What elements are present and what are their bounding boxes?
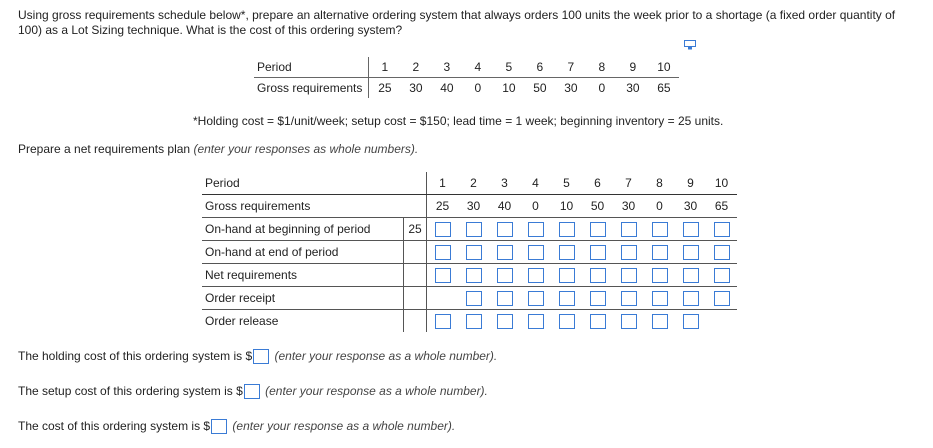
plan-onhand-begin-label: On-hand at beginning of period: [202, 218, 404, 241]
cost-note: *Holding cost = $1/unit/week; setup cost = $150; lead time = 1 week; beginning inventory = 25 units.: [193, 114, 724, 128]
plan-gross-value: 50: [582, 195, 613, 218]
onhand-end-input[interactable]: [497, 245, 513, 260]
release-input[interactable]: [621, 314, 637, 329]
schedule-gross-value: 30: [626, 81, 640, 95]
schedule-gross-value: 0: [598, 81, 606, 95]
schedule-period: 2: [400, 57, 431, 78]
release-input[interactable]: [497, 314, 513, 329]
onhand-begin-input[interactable]: [652, 222, 668, 237]
net-req-input[interactable]: [528, 268, 544, 283]
onhand-begin-input[interactable]: [497, 222, 513, 237]
net-req-input[interactable]: [621, 268, 637, 283]
plan-onhand-end-label: On-hand at end of period: [202, 241, 404, 264]
total-cost-input[interactable]: [211, 419, 227, 434]
receipt-input[interactable]: [528, 291, 544, 306]
onhand-end-input[interactable]: [683, 245, 699, 260]
plan-period: 8: [644, 172, 675, 195]
onhand-end-input[interactable]: [621, 245, 637, 260]
plan-gross-value: 30: [613, 195, 644, 218]
plan-gross-value: 30: [458, 195, 489, 218]
schedule-period: 4: [462, 57, 493, 78]
release-input[interactable]: [559, 314, 575, 329]
copy-icon[interactable]: [684, 40, 696, 50]
schedule-period: 8: [586, 57, 617, 78]
net-req-input[interactable]: [435, 268, 451, 283]
onhand-begin-input[interactable]: [466, 222, 482, 237]
plan-period: 1: [427, 172, 459, 195]
plan-period: 6: [582, 172, 613, 195]
plan-receipt-label: Order receipt: [202, 287, 404, 310]
plan-period: 9: [675, 172, 706, 195]
receipt-input[interactable]: [497, 291, 513, 306]
total-cost-hint: (enter your response as a whole number).: [232, 419, 456, 433]
plan-gross-label: Gross requirements: [202, 195, 404, 218]
onhand-end-input[interactable]: [559, 245, 575, 260]
schedule-period-label: Period: [254, 57, 369, 78]
onhand-end-input[interactable]: [435, 245, 451, 260]
net-requirements-plan: [202, 172, 737, 332]
schedule-gross-label: Gross requirements: [254, 78, 369, 99]
schedule-gross-value: 30: [564, 81, 578, 95]
plan-period: 2: [458, 172, 489, 195]
setup-cost-line: [18, 384, 488, 399]
plan-period: 3: [489, 172, 520, 195]
schedule-period: 10: [648, 57, 679, 78]
prep-text: Prepare a net requirements plan: [18, 142, 191, 156]
onhand-end-input[interactable]: [528, 245, 544, 260]
plan-gross-value: 0: [644, 195, 675, 218]
holding-cost-input[interactable]: [253, 349, 269, 364]
schedule-period: 1: [369, 57, 401, 78]
release-input[interactable]: [435, 314, 451, 329]
plan-gross-value: 65: [706, 195, 737, 218]
receipt-input[interactable]: [590, 291, 606, 306]
onhand-end-input[interactable]: [714, 245, 730, 260]
question-text: Using gross requirements schedule below*, prepare an alternative ordering system that always orders 100 units the week prior to a shortage (a fixed order quantity of 100) as a Lot Sizing technique. What is the cost of this ordering system?: [18, 8, 896, 37]
prep-instruction: [18, 142, 418, 156]
onhand-end-input[interactable]: [466, 245, 482, 260]
plan-net-label: Net requirements: [202, 264, 404, 287]
net-req-input[interactable]: [497, 268, 513, 283]
setup-cost-hint: (enter your response as a whole number).: [265, 384, 488, 398]
gross-requirements-schedule: [254, 57, 679, 98]
plan-gross-value: 30: [675, 195, 706, 218]
receipt-input[interactable]: [652, 291, 668, 306]
plan-release-label: Order release: [205, 314, 279, 328]
plan-period-label: Period: [202, 172, 404, 195]
release-input[interactable]: [683, 314, 699, 329]
receipt-input[interactable]: [621, 291, 637, 306]
onhand-end-input[interactable]: [652, 245, 668, 260]
plan-period: 10: [706, 172, 737, 195]
schedule-period: 9: [617, 57, 648, 78]
release-input[interactable]: [528, 314, 544, 329]
onhand-begin-input[interactable]: [714, 222, 730, 237]
holding-cost-prefix: The holding cost of this ordering system is $: [18, 349, 253, 363]
total-cost-line: [18, 419, 455, 434]
plan-gross-value: 25: [427, 195, 459, 218]
plan-period: 5: [551, 172, 582, 195]
schedule-period: 5: [493, 57, 524, 78]
schedule-gross-value: 40: [440, 81, 454, 95]
schedule-gross-value: 50: [533, 81, 547, 95]
net-req-input[interactable]: [652, 268, 668, 283]
net-req-input[interactable]: [590, 268, 606, 283]
net-req-input[interactable]: [683, 268, 699, 283]
schedule-gross-value: 30: [409, 81, 423, 95]
plan-initial-onhand: 25: [404, 218, 427, 241]
plan-gross-value: 40: [489, 195, 520, 218]
net-req-input[interactable]: [466, 268, 482, 283]
receipt-input[interactable]: [683, 291, 699, 306]
schedule-period: 3: [431, 57, 462, 78]
release-input[interactable]: [466, 314, 482, 329]
onhand-begin-input[interactable]: [683, 222, 699, 237]
schedule-gross-value: 65: [657, 81, 671, 95]
schedule-period: 6: [524, 57, 555, 78]
schedule-period: 7: [555, 57, 586, 78]
net-req-input[interactable]: [559, 268, 575, 283]
total-cost-prefix: The cost of this ordering system is $: [18, 419, 211, 433]
plan-period: 4: [520, 172, 551, 195]
onhand-begin-input[interactable]: [590, 222, 606, 237]
onhand-begin-input[interactable]: [435, 222, 451, 237]
receipt-input[interactable]: [466, 291, 482, 306]
plan-period: 7: [613, 172, 644, 195]
plan-gross-value: 0: [520, 195, 551, 218]
release-input[interactable]: [590, 314, 606, 329]
receipt-input[interactable]: [714, 291, 730, 306]
schedule-gross-value: 25: [378, 81, 392, 95]
receipt-input[interactable]: [559, 291, 575, 306]
net-req-input[interactable]: [714, 268, 730, 283]
onhand-begin-input[interactable]: [621, 222, 637, 237]
onhand-begin-input[interactable]: [528, 222, 544, 237]
release-input[interactable]: [652, 314, 668, 329]
holding-cost-line: [18, 349, 497, 364]
plan-gross-value: 10: [551, 195, 582, 218]
prep-hint: (enter your responses as whole numbers).: [193, 142, 419, 156]
onhand-begin-input[interactable]: [559, 222, 575, 237]
schedule-gross-value: 0: [474, 81, 482, 95]
setup-cost-input[interactable]: [244, 384, 260, 399]
setup-cost-prefix: The setup cost of this ordering system is $: [18, 384, 243, 398]
holding-cost-hint: (enter your response as a whole number).: [274, 349, 498, 363]
onhand-end-input[interactable]: [590, 245, 606, 260]
schedule-gross-value: 10: [502, 81, 516, 95]
